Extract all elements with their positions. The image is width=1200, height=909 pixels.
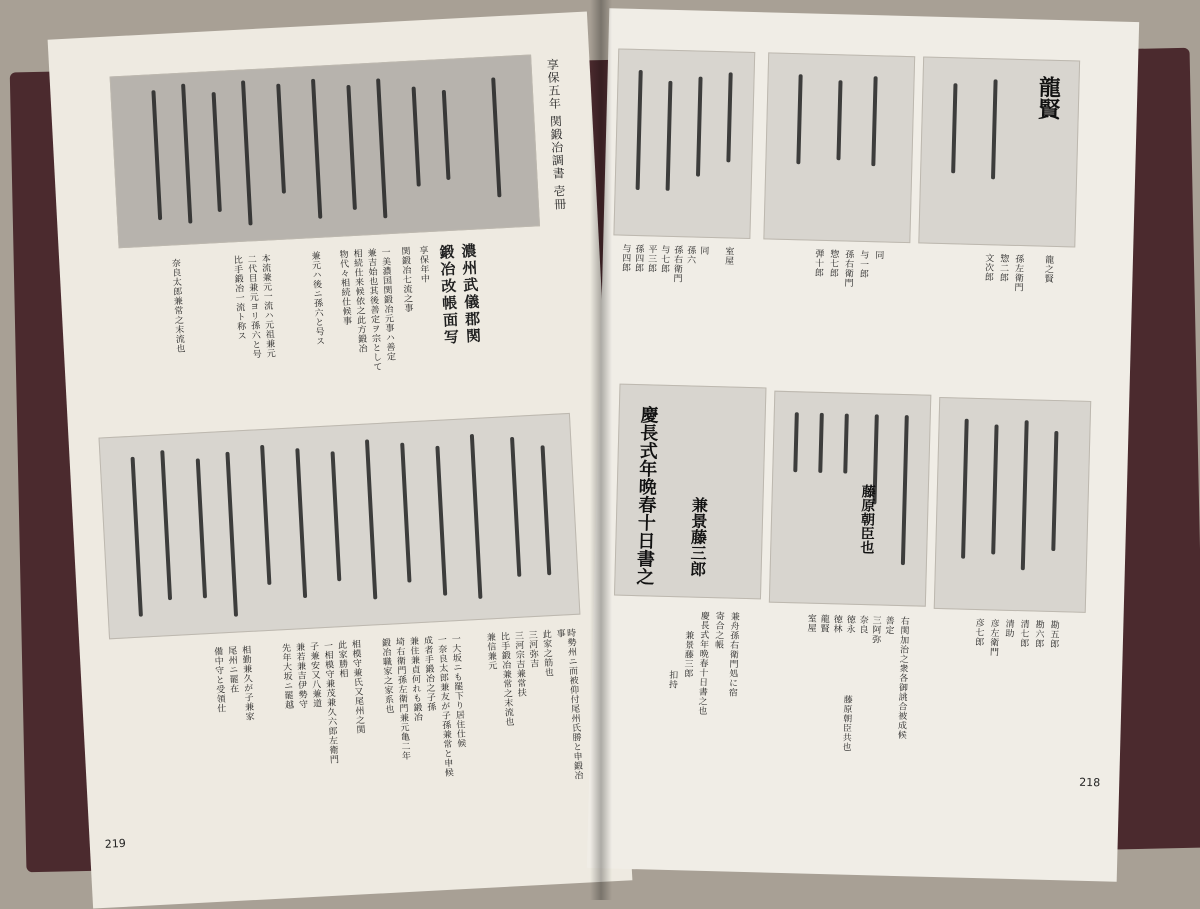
caption-bottom-1-0: 兼舟孫右衛門処に宿: [726, 611, 739, 698]
photo-heading: 龍賢: [1034, 75, 1062, 121]
left-page: [48, 11, 633, 908]
caption-bottom-3-3: 清助: [1003, 618, 1014, 639]
caption-top-2-2: 孫右衛門: [842, 249, 854, 288]
caption-bottom-3-2: 清七郎: [1018, 619, 1029, 648]
left-bottom-17: 先年大坂ニ罷越: [279, 642, 294, 710]
caption-top-3-2: 惣二郎: [997, 253, 1009, 283]
left-bottom-0: 時勢州ニ而被仰付尾州氏勝と申鍛冶事: [554, 627, 583, 781]
left-bottom-5: 兼信兼元: [484, 632, 497, 671]
left-section-heading: 関鍛冶七流之事: [399, 246, 413, 314]
caption-bottom-1-3: 兼景藤三郎: [682, 630, 694, 679]
caption-top-3-1: 孫左衛門: [1012, 253, 1024, 293]
left-bottom-16: 兼若兼吉伊勢守: [293, 642, 308, 710]
left-paragraph-0: 一美濃国関鍛冶元事ハ善定: [379, 247, 396, 362]
caption-top-1-4: 与七郎: [658, 244, 670, 274]
left-bottom-8: 成者手鍛冶之子孫: [421, 635, 436, 712]
photo-document-top-1: [613, 48, 755, 239]
caption-top-1-2: 孫六: [685, 245, 696, 265]
caption-bottom-1-4: 扣持: [666, 669, 678, 690]
left-bottom-2: 三河弥吉: [526, 629, 539, 669]
caption-bottom-2-1: 善定: [883, 615, 894, 635]
photo-document-top-2: [763, 52, 915, 243]
caption-bottom-3-1: 勘六郎: [1033, 619, 1044, 649]
left-bottom-19: 尾州ニ罷在: [225, 645, 239, 694]
left-bottom-10: 埼右衛門孫左衛門兼元亀二年: [393, 636, 411, 761]
caption-bottom-3-5: 彦七郎: [973, 617, 984, 647]
caption-bottom-2-5: 徳林: [831, 614, 842, 634]
left-bottom-18: 相勤兼久が子兼家: [239, 644, 254, 722]
caption-top-2-3: 惣七郎: [827, 249, 839, 278]
left-bottom-1: 此家之筋也: [540, 629, 553, 678]
photo-document-bottom-2: [769, 391, 931, 607]
caption-top-2-4: 弾十郎: [812, 248, 824, 278]
left-paragraph-8: 奈良太郎兼常之末流也: [169, 258, 185, 354]
left-bottom-15: 子兼安又八兼道: [307, 641, 322, 709]
caption-top-3-0: 龍之賢: [1042, 254, 1054, 284]
photo-document-top-left: [110, 54, 540, 248]
photo-text-2: 兼景藤三郎: [687, 496, 709, 577]
caption-bottom-1-2: 慶長式年晩春十日書之也: [696, 610, 709, 716]
left-bottom-11: 鍛冶職家之家系也: [379, 637, 394, 715]
left-bottom-20: 備中守と受領仕: [211, 646, 226, 714]
left-paragraph-5: 本流兼元一流ハ元祖兼元: [259, 253, 275, 359]
caption-bottom-2-8: 藤原朝臣共也: [840, 694, 852, 752]
left-bottom-7: 一奈良太郎兼友が子孫兼常と申候: [435, 634, 454, 778]
caption-bottom-3-0: 勘五郎: [1048, 619, 1059, 649]
left-title-1: 濃州武儀郡関: [459, 242, 483, 346]
left-bottom-3: 三河宗吉兼常扶: [512, 630, 527, 698]
left-paragraph-6: 二代目兼元ヨリ孫六と号: [245, 254, 261, 360]
left-bottom-12: 相模守兼氏又尾州之関: [349, 639, 365, 735]
left-subtitle: 享保年中: [417, 245, 430, 284]
caption-bottom-2-6: 龍賢: [818, 613, 829, 634]
left-paragraph-7: 比手鍛冶一流ト称ス: [231, 254, 246, 341]
left-bottom-4: 比手鍛冶兼常之末流也: [498, 631, 514, 727]
photo-document-bottom-3: [934, 397, 1091, 613]
caption-top-1-5: 平三郎: [645, 244, 657, 274]
left-title-2: 鍛冶改帳面写: [437, 243, 461, 347]
left-paragraph-4: 兼元ハ後ニ孫六と号ス: [309, 250, 325, 347]
caption-bottom-2-4: 徳永: [844, 614, 855, 634]
left-page-number: 219: [104, 836, 127, 851]
caption-top-3-3: 文次郎: [982, 253, 994, 282]
caption-bottom-1-1: 寄合之帳: [712, 611, 724, 650]
left-bottom-14: 一相模守兼茂兼久六郎左衛門: [321, 640, 339, 765]
photo-document-bottom-left: [98, 413, 580, 639]
caption-top-2-0: 同: [873, 250, 884, 260]
caption-bottom-2-7: 室屋: [805, 613, 816, 633]
caption-bottom-2-2: 三阿弥: [870, 615, 881, 645]
left-bottom-9: 兼住兼貞何れも鍛冶: [407, 636, 423, 723]
caption-top-1-0: 室屋: [723, 246, 734, 266]
photo-document-bottom-1: [614, 384, 766, 600]
caption-top-1-7: 与四郎: [619, 243, 631, 273]
right-page-number: 218: [1079, 775, 1101, 790]
book-gutter: [590, 0, 612, 900]
photo-text-3: 藤原朝臣也: [858, 483, 876, 555]
caption-bottom-2-3: 奈良: [857, 614, 868, 635]
caption-top-1-3: 孫右衛門: [671, 244, 683, 284]
caption-top-1-6: 孫四郎: [632, 243, 644, 273]
caption-top-1-1: 同: [698, 245, 709, 256]
caption-bottom-2-0: 右関加治之衆各御誂合被成候: [895, 615, 909, 740]
photo-text-1: 慶長式年晩春十日書之: [633, 405, 659, 586]
left-header: 享保五年 関鍛冶調書 壱冊: [545, 57, 568, 212]
left-paragraph-1: 兼吉始也其後善定ヲ宗として: [365, 247, 382, 372]
photo-document-top-3: [918, 56, 1080, 247]
caption-bottom-3-4: 彦左衛門: [987, 618, 999, 657]
right-page: [587, 8, 1139, 882]
left-paragraph-2: 相続仕来候依之此方鍛冶: [351, 248, 367, 354]
left-paragraph-3: 物代々相続仕候事: [337, 249, 352, 326]
caption-top-2-1: 与一郎: [857, 249, 869, 279]
left-bottom-6: 一大坂ニも罷下り居住仕候: [449, 633, 466, 749]
left-bottom-13: 此家勝相: [335, 639, 348, 679]
